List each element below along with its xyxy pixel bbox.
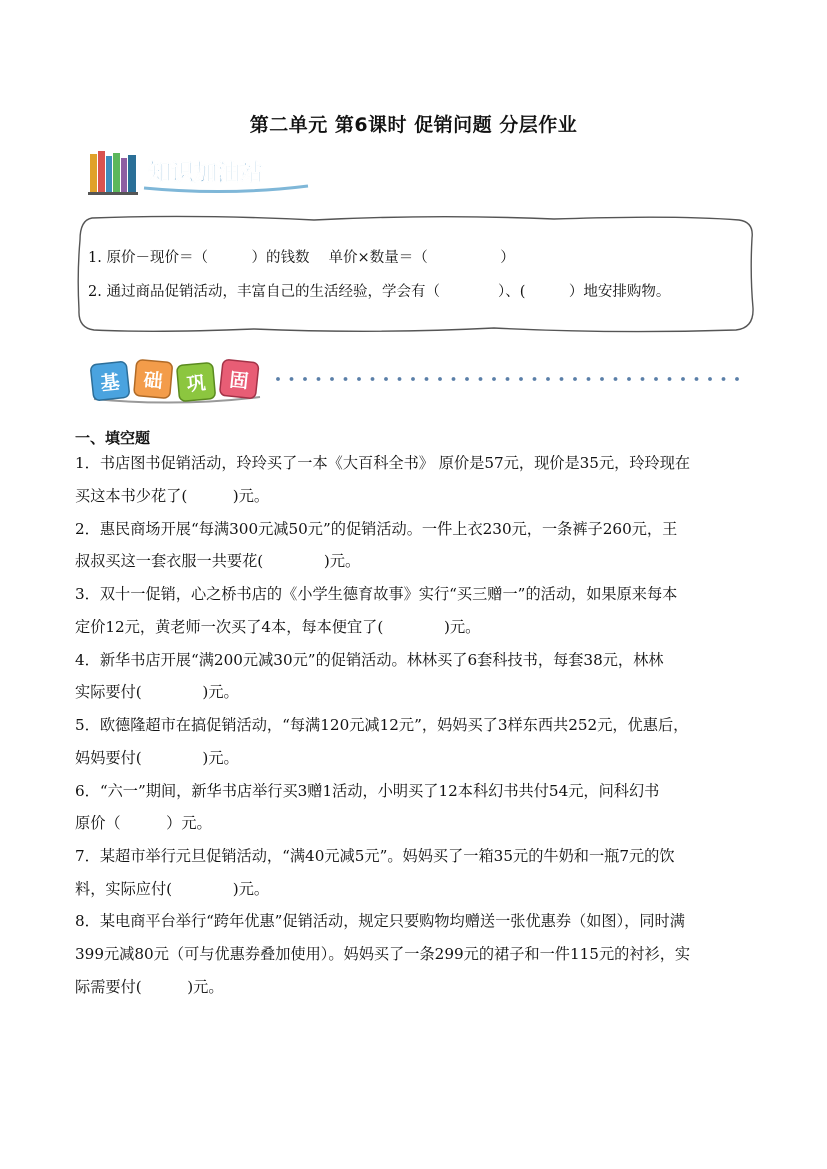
divider-dot (344, 377, 348, 381)
page-title: 第二单元 第6课时 促销问题 分层作业 (249, 114, 578, 136)
knowledge-banner-text: 知识加油站 (148, 160, 263, 186)
divider-dot (587, 377, 591, 381)
divider-dot (573, 377, 577, 381)
divider-dot (398, 377, 402, 381)
dotted-divider (276, 377, 739, 381)
divider-dot (330, 377, 334, 381)
question-line: 叔叔买这一套衣服一共要花( )元。 (75, 552, 361, 570)
question-line: 2．惠民商场开展“每满300元减50元”的促销活动。一件上衣230元，一条裤子260元，王 (75, 520, 678, 538)
section-title: 一、填空题 (75, 429, 151, 447)
tile-chu (134, 360, 173, 399)
question-line: 4．新华书店开展“满200元减30元”的促销活动。林林买了6套科技书，每套38元，林林 (75, 651, 664, 669)
tile-gong-text: 巩 (185, 372, 207, 396)
question-line: 料，实际应付( )元。 (75, 880, 270, 898)
divider-dot (479, 377, 483, 381)
divider-dot (546, 377, 550, 381)
divider-dot (627, 377, 631, 381)
knowledge-box-border (74, 212, 756, 336)
divider-dot (708, 377, 712, 381)
tile-gu (219, 359, 259, 399)
divider-dot (695, 377, 699, 381)
divider-dot (722, 377, 726, 381)
divider-dot (317, 377, 321, 381)
books-icon (88, 151, 138, 195)
question-line: 际需要付( )元。 (75, 978, 224, 996)
question-line: 5．欧德隆超市在搞促销活动，“每满120元减12元”，妈妈买了3样东西共252元，优惠后， (75, 716, 689, 734)
divider-dot (735, 377, 739, 381)
tile-chu-text: 础 (142, 369, 164, 393)
divider-dot (654, 377, 658, 381)
tile-gu-text: 固 (228, 369, 250, 393)
divider-dot (452, 377, 456, 381)
question-line: 原价（ ）元。 (75, 814, 212, 832)
knowledge-banner (88, 148, 318, 198)
divider-dot (641, 377, 645, 381)
question-line: 3．双十一促销，心之桥书店的《小学生德育故事》实行“买三赠一”的活动，如果原来每本 (75, 585, 678, 603)
divider-dot (560, 377, 564, 381)
divider-dot (276, 377, 280, 381)
divider-dot (506, 377, 510, 381)
divider-dot (303, 377, 307, 381)
divider-dot (519, 377, 523, 381)
divider-dot (533, 377, 537, 381)
question-line: 妈妈要付( )元。 (75, 749, 239, 767)
tile-ji (90, 361, 130, 401)
divider-dot (411, 377, 415, 381)
divider-dot (614, 377, 618, 381)
divider-dot (600, 377, 604, 381)
divider-dot (681, 377, 685, 381)
divider-dot (492, 377, 496, 381)
knowledge-line-1: 1. 原价－现价＝（ ）的钱数 单价×数量＝（ ） (88, 250, 515, 266)
question-line: 8．某电商平台举行“跨年优惠”促销活动，规定只要购物均赠送一张优惠券（如图），同时满 (75, 912, 685, 930)
divider-dot (371, 377, 375, 381)
divider-dot (465, 377, 469, 381)
basic-consolidation-banner (88, 355, 748, 407)
divider-dot (425, 377, 429, 381)
divider-dot (357, 377, 361, 381)
question-line: 6．“六一”期间，新华书店举行买3赠1活动，小明买了12本科幻书共付54元，问科幻书 (75, 782, 660, 800)
question-line: 定价12元，黄老师一次买了4本，每本便宜了( )元。 (75, 618, 481, 636)
tile-gong (177, 362, 216, 401)
divider-dot (668, 377, 672, 381)
question-line: 买这本书少花了( )元。 (75, 487, 270, 505)
divider-dot (384, 377, 388, 381)
question-line: 7．某超市举行元旦促销活动，“满40元减5元”。妈妈买了一箱35元的牛奶和一瓶7元的饮 (75, 847, 675, 865)
divider-dot (438, 377, 442, 381)
divider-dot (290, 377, 294, 381)
question-line: 实际要付( )元。 (75, 683, 239, 701)
question-line: 1．书店图书促销活动，玲玲买了一本《大百科全书》 原价是57元，现价是35元，玲玲现在 (75, 454, 691, 472)
knowledge-line-2: 2. 通过商品促销活动，丰富自己的生活经验，学会有（ ）、( ）地安排购物。 (88, 284, 671, 300)
question-line: 399元减80元（可与优惠券叠加使用）。妈妈买了一条299元的裙子和一件115元的衬衫，实 (75, 945, 691, 963)
tile-ji-text: 基 (99, 371, 121, 395)
